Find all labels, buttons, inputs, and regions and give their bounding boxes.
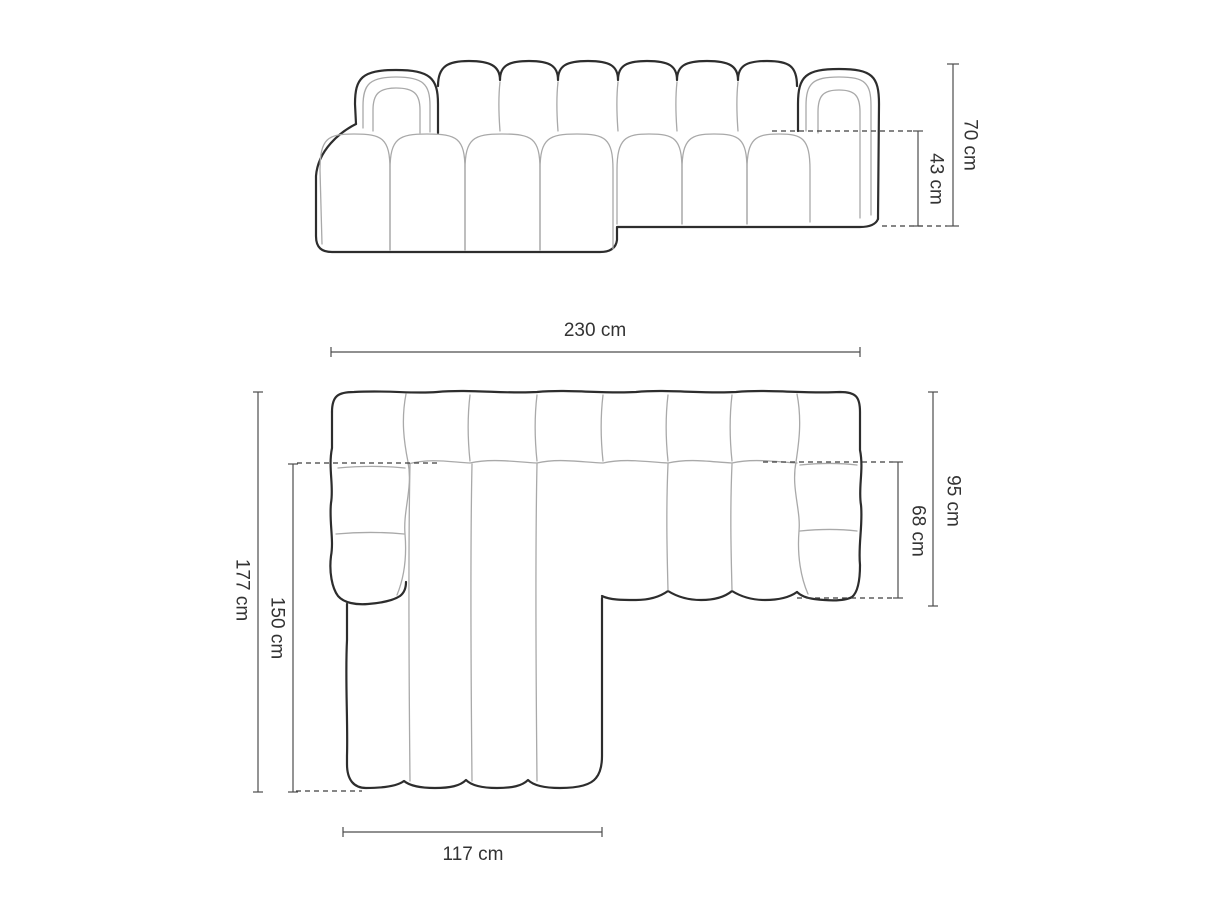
- top-backrest-seams: [468, 395, 732, 461]
- front-base-outline: [316, 124, 878, 252]
- front-left-arm-outline: [355, 70, 438, 133]
- top-width-dimension: [331, 320, 860, 357]
- top-outer-outline: [332, 391, 861, 600]
- top-seat-seams: [409, 464, 732, 781]
- top-chaise-length-label: 150 cm: [266, 596, 288, 660]
- top-seat-depth-label: 68 cm: [907, 505, 929, 557]
- top-front-edge: [602, 591, 797, 600]
- top-total-depth-dimension: [232, 392, 264, 792]
- top-width-label: 230 cm: [563, 320, 627, 341]
- front-backrest-seams: [499, 82, 738, 131]
- top-side-depth-label: 95 cm: [942, 475, 964, 527]
- top-left-arm-outline: [330, 412, 406, 604]
- top-chaise-length-dimension: [267, 463, 438, 792]
- top-chaise-outline: [346, 598, 602, 788]
- front-height-label: 70 cm: [959, 119, 981, 171]
- top-chaise-width-label: 117 cm: [442, 844, 504, 865]
- top-left-arm-seams: [336, 394, 409, 595]
- front-seat-height-label: 43 cm: [925, 153, 947, 205]
- top-side-depth-dimension: [928, 392, 964, 606]
- front-view-drawing: [316, 61, 981, 252]
- front-seat-cushions: [320, 134, 810, 250]
- top-right-arm-seams: [795, 394, 857, 594]
- front-height-dimension: [947, 64, 981, 226]
- top-total-depth-label: 177 cm: [231, 558, 253, 622]
- top-chaise-width-dimension: [343, 827, 602, 865]
- top-view-drawing: [232, 320, 964, 865]
